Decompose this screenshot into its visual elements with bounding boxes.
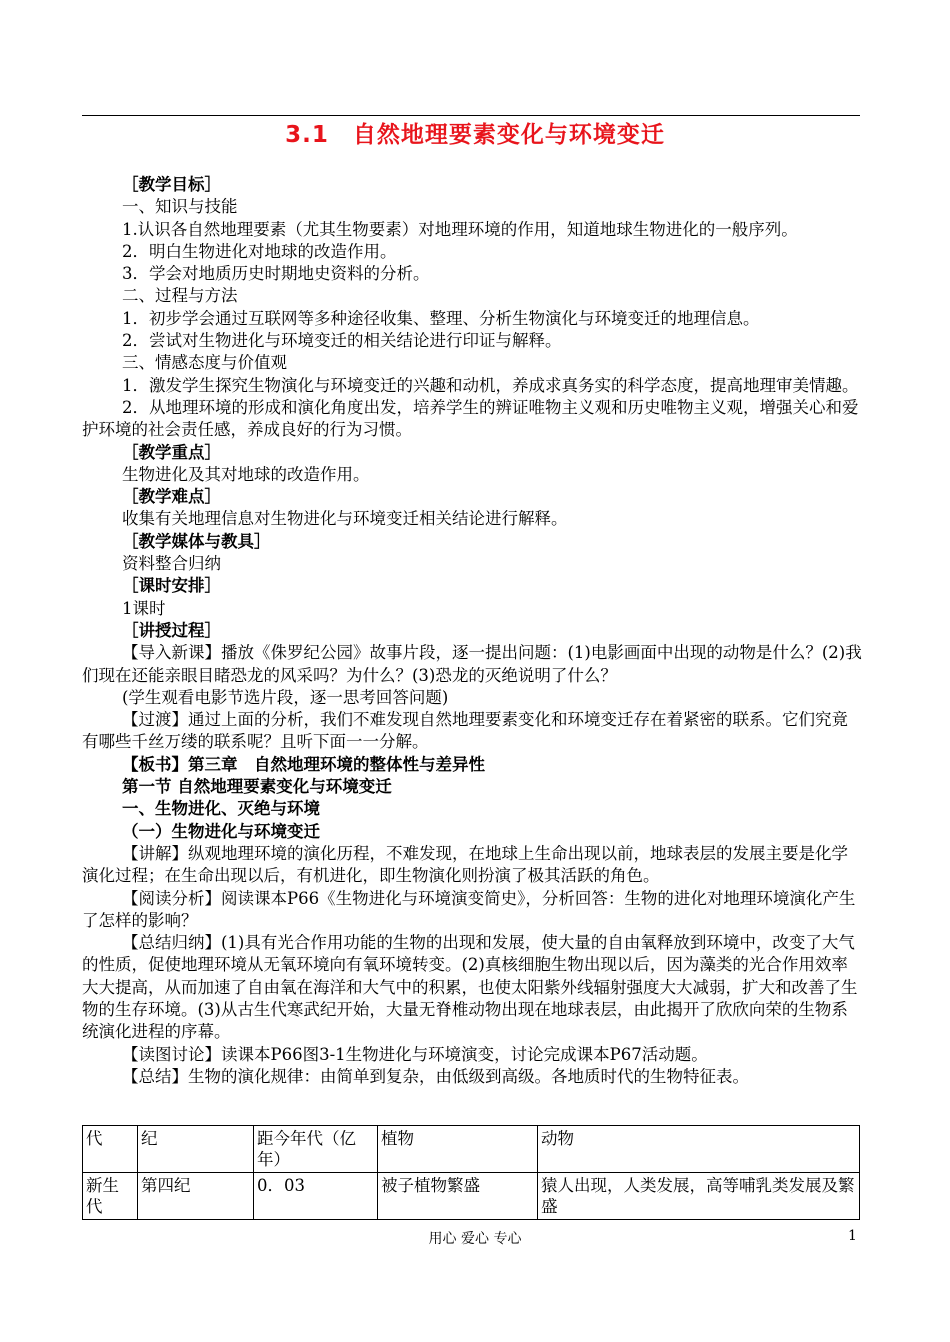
paragraph: 三、情感态度与价值观 (122, 353, 287, 373)
table-row (83, 1173, 860, 1220)
table-cell: 被子植物繁盛 (378, 1173, 538, 1220)
paragraph: 【总结】生物的演化规律：由简单到复杂，由低级到高级。各地质时代的生物特征表。 (122, 1066, 749, 1086)
paragraph: 生物进化及其对地球的改造作用。 (122, 464, 370, 484)
page-footer: 用心 爱心 专心 (428, 1231, 522, 1247)
paragraph: 【过渡】通过上面的分析，我们不难发现自然地理要素变化和环境变迁存在着紧密的联系。它们究竟有哪些千丝万缕的联系呢？且听下面一一分解。 (82, 710, 848, 752)
paragraph: ［教学目标］ (122, 175, 221, 194)
page-number: 1 (848, 1228, 857, 1244)
paragraph: 一、知识与技能 (122, 197, 238, 217)
paragraph: 1．激发学生探究生物演化与环境变迁的兴趣和动机，养成求真务实的科学态度，提高地理审美情趣。 (122, 375, 859, 395)
paragraph: 2．尝试对生物进化与环境变迁的相关结论进行印证与解释。 (122, 331, 562, 351)
paragraph: 1．初步学会通过互联网等多种途径收集、整理、分析生物演化与环境变迁的地理信息。 (122, 308, 760, 328)
paragraph: ［教学媒体与教具］ (122, 531, 271, 551)
paragraph: 1.认识各自然地理要素（尤其生物要素）对地理环境的作用，知道地球生物进化的一般序列。 (122, 219, 798, 239)
table-cell: 第四纪 (138, 1173, 254, 1220)
paragraph: 【读图讨论】读课本P66图3-1生物进化与环境演变，讨论完成课本P67活动题。 (122, 1044, 708, 1064)
table-header-cell: 代 (83, 1126, 138, 1173)
paragraph: 资料整合归纳 (122, 554, 221, 574)
paragraph: 【板书】第三章 自然地理环境的整体性与差异性 (122, 754, 485, 774)
paragraph: ［讲授过程］ (122, 620, 221, 640)
paragraph: 第一节 自然地理要素变化与环境变迁 (122, 777, 392, 797)
paragraph: 【总结归纳】(1)具有光合作用功能的生物的出现和发展，使大量的自由氧释放到环境中，改变了大气的性质，促使地理环境从无氧环境向有氧环境转变。(2)真核细胞生物出现以后，因为藻类的光合作用效率大大提高，从而加速了自由氧在海洋和大气中的积累，也使太阳紫外线辐射强度大大减弱，扩大和改善了生物的生存环境。(3)从古生代寒武纪开始，大量无脊椎动物出现在地球表层，由此揭开了欣欣向荣的生物系统演化进程的序幕。 (82, 933, 858, 1042)
table-header-cell: 纪 (138, 1126, 254, 1173)
table-header-row (83, 1126, 860, 1173)
paragraph: ［教学难点］ (122, 487, 221, 507)
lesson-body (82, 174, 864, 1088)
table-cell: 新生代 (83, 1173, 138, 1220)
paragraph: ［教学重点］ (122, 442, 221, 462)
paragraph: ［课时安排］ (122, 576, 221, 596)
paragraph: 一、生物进化、灭绝与环境 (122, 799, 320, 819)
paragraph: (学生观看电影节选片段，逐一思考回答问题) (122, 687, 449, 707)
table-header-cell: 植物 (378, 1126, 538, 1173)
paragraph: 【讲解】纵观地理环境的演化历程，不难发现，在地球上生命出现以前，地球表层的发展主要是化学演化过程；在生命出现以后，有机进化，即生物演化则扮演了极其活跃的角色。 (82, 843, 848, 886)
table-header-cell: 距今年代（亿年） (254, 1126, 378, 1173)
paragraph: 【阅读分析】阅读课本P66《生物进化与环境演变简史》，分析回答：生物的进化对地理环境演化产生了怎样的影响？ (82, 888, 856, 930)
paragraph: 2．从地理环境的形成和演化角度出发，培养学生的辨证唯物主义观和历史唯物主义观，增强关心和爱护环境的社会责任感，养成良好的行为习惯。 (82, 397, 859, 440)
table-cell: 0．03 (254, 1173, 378, 1220)
paragraph: 二、过程与方法 (122, 286, 238, 306)
paragraph: 【导入新课】播放《侏罗纪公园》故事片段，逐一提出问题：(1)电影画面中出现的动物是什么？(2)我们现在还能亲眼目睹恐龙的风采吗？为什么？(3)恐龙的灭绝说明了什么？ (82, 643, 862, 685)
header-rule (82, 115, 860, 116)
table-header-cell: 动物 (538, 1126, 860, 1173)
paragraph: （一）生物进化与环境变迁 (122, 821, 320, 841)
paragraph: 2．明白生物进化对地球的改造作用。 (122, 241, 397, 261)
table-cell: 猿人出现，人类发展，高等哺乳类发展及繁盛 (538, 1173, 860, 1220)
geologic-era-table (82, 1125, 860, 1220)
page-title: 3.1 自然地理要素变化与环境变迁 (285, 122, 665, 148)
paragraph: 3．学会对地质历史时期地史资料的分析。 (122, 264, 430, 284)
paragraph: 收集有关地理信息对生物进化与环境变迁相关结论进行解释。 (122, 509, 568, 529)
paragraph: 1课时 (122, 598, 166, 618)
